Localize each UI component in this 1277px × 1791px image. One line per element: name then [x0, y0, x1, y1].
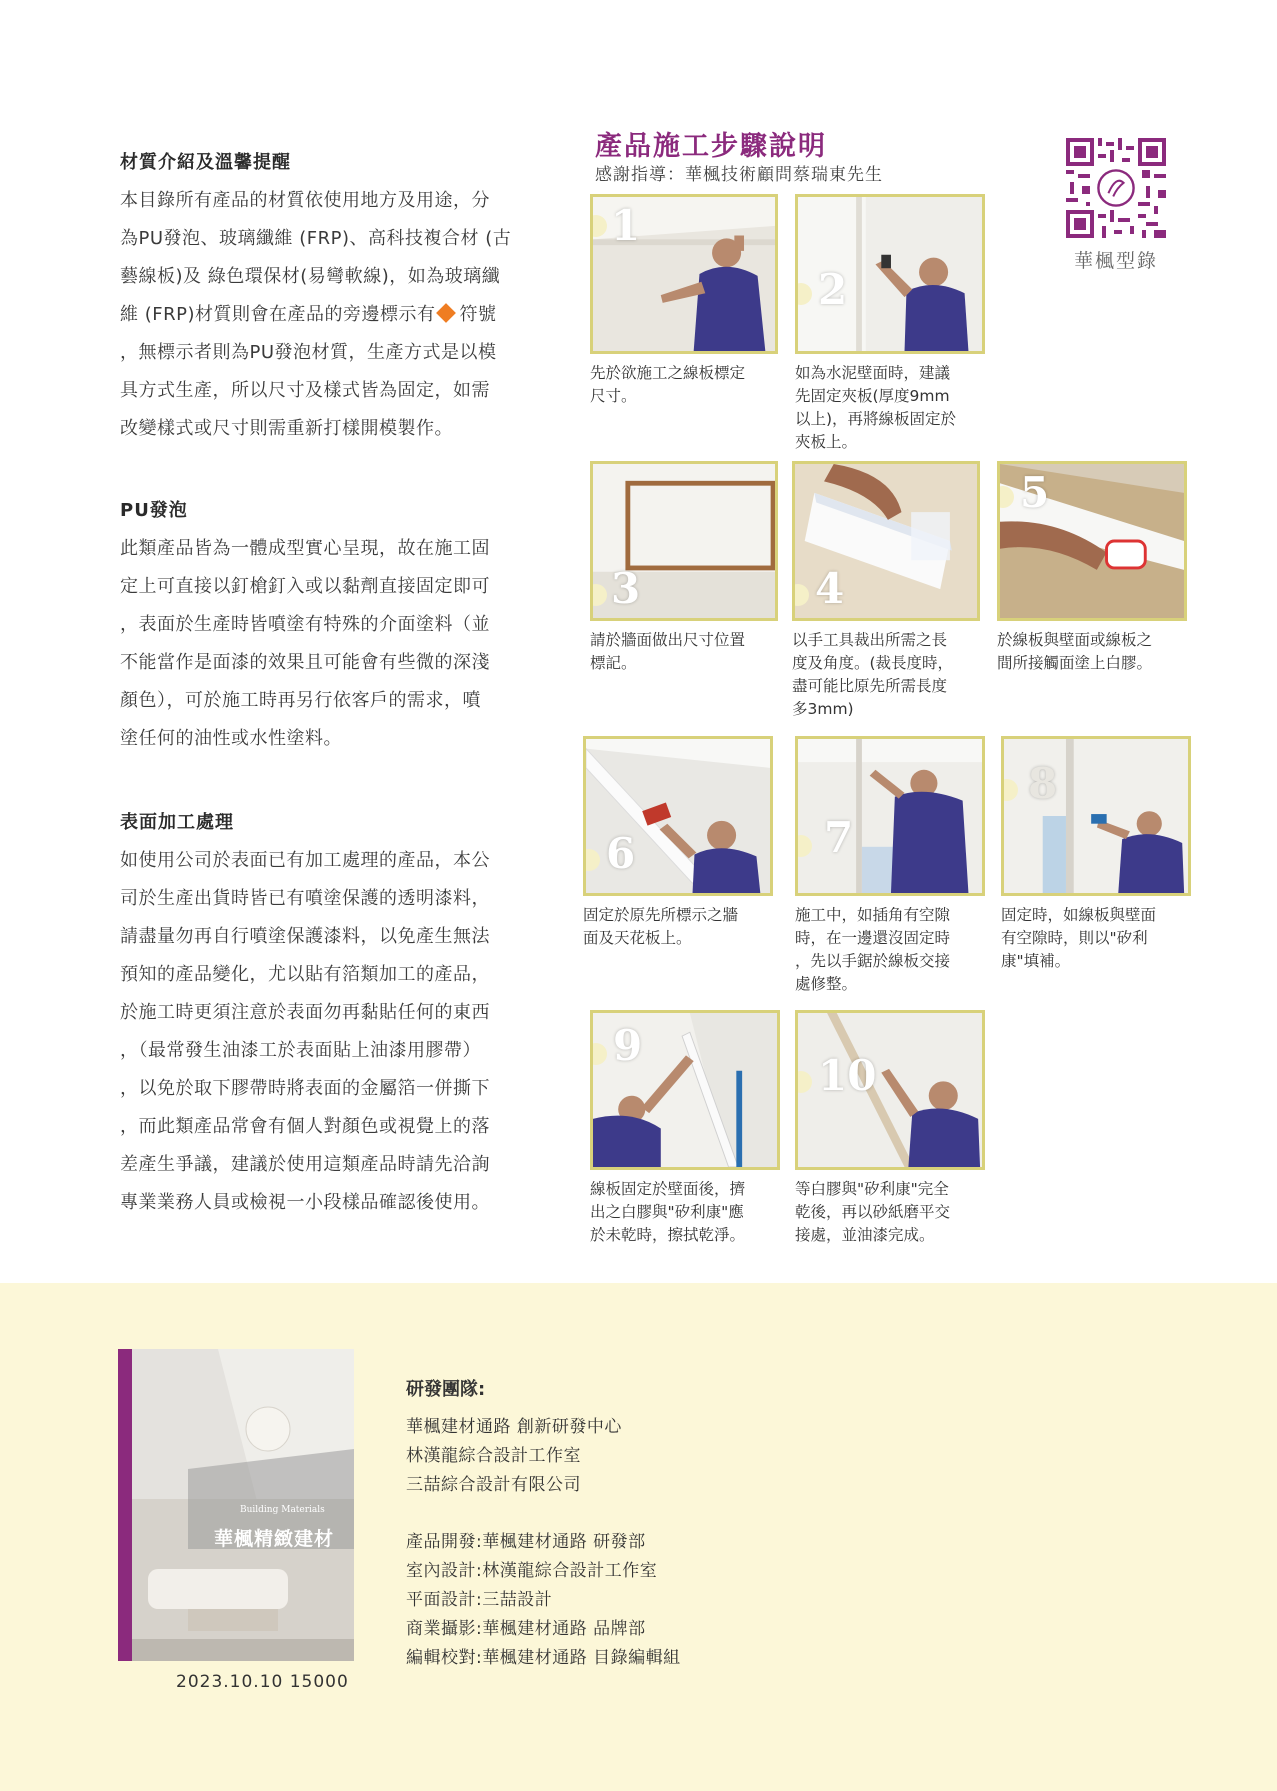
intro-heading: 材質介紹及溫馨提醒	[120, 152, 291, 173]
step-number: 7	[824, 813, 854, 862]
step-card-8	[1001, 736, 1191, 973]
step-card-9	[590, 1010, 780, 1247]
intro-line: ，無標示者則為PU發泡材質，生產方式是以模	[120, 342, 497, 363]
pu-line: ，表面於生產時皆噴塗有特殊的介面塗料（並	[120, 614, 490, 635]
step-number: 1	[611, 201, 641, 250]
steps-title: 產品施工步驟說明	[595, 131, 827, 162]
caption-line: 盡可能比原先所需長度	[792, 677, 948, 695]
surface-line: ，（最常發生油漆工於表面貼上油漆用膠帶）	[120, 1040, 481, 1061]
intro-body	[120, 182, 540, 448]
caption-line: 多3mm)	[792, 700, 854, 718]
intro-line: 為PU發泡、玻璃纖維 (FRP)、高科技複合材 (古	[120, 228, 512, 249]
catalog-date: 2023.10.10 15000	[176, 1672, 349, 1692]
step-photo	[795, 194, 985, 354]
surface-heading: 表面加工處理	[120, 812, 234, 833]
surface-line: 請盡量勿再自行噴塗保護漆料，以免產生無法	[120, 926, 490, 947]
step-caption	[590, 629, 778, 675]
caption-line: ，先以手鋸於線板交接	[795, 952, 951, 970]
team-line: 林漢龍綜合設計工作室	[406, 1446, 581, 1466]
pu-heading: PU發泡	[120, 500, 188, 521]
step-photo	[997, 461, 1187, 621]
caption-line: 度及角度。(裁長度時，	[792, 654, 954, 672]
intro-section	[120, 148, 540, 448]
caption-line: 先於欲施工之線板標定	[590, 364, 746, 382]
step-caption	[583, 904, 773, 950]
step-photo	[590, 1010, 780, 1170]
surface-line: ，而此類產品常會有個人對顏色或視覺上的落	[120, 1116, 490, 1137]
caption-line: 於未乾時，擦拭乾淨。	[590, 1226, 746, 1244]
credit-line: 商業攝影:華楓建材通路 品牌部	[406, 1619, 646, 1639]
step-number: 10	[818, 1051, 877, 1100]
spacer	[406, 1500, 681, 1528]
intro-line: 改變樣式或尺寸則需重新打樣開模製作。	[120, 418, 453, 439]
pu-line: 此類產品皆為一體成型實心呈現，故在施工固	[120, 538, 490, 559]
caption-line: 夾板上。	[795, 433, 858, 451]
step-caption	[795, 1178, 985, 1247]
surface-line: 預知的產品變化，尤以貼有箔類加工的產品，	[120, 964, 490, 985]
caption-line: 線板固定於壁面後，擠	[590, 1180, 746, 1198]
surface-line: 如使用公司於表面已有加工處理的產品，本公	[120, 850, 490, 871]
step-number: 3	[611, 564, 641, 613]
caption-line: 於線板與壁面或線板之	[997, 631, 1153, 649]
qr-label: 華楓型錄	[1073, 250, 1158, 272]
step-card-3	[590, 461, 778, 675]
intro-line: 本目錄所有產品的材質依使用地方及用途，分	[120, 190, 490, 211]
caption-line: 請於牆面做出尺寸位置	[590, 631, 746, 649]
caption-line: 以上)，再將線板固定於	[795, 410, 957, 428]
caption-line: 固定於原先所標示之牆	[583, 906, 739, 924]
step-number: 2	[818, 265, 848, 314]
caption-line: 先固定夾板(厚度9mm	[795, 387, 950, 405]
step-number: 6	[606, 829, 636, 878]
intro-line-text: 維 (FRP)材質則會在產品的旁邊標示有	[120, 304, 436, 325]
team-heading: 研發團隊:	[406, 1379, 486, 1400]
surface-line: 專業業務人員或檢視一小段樣品確認後使用。	[120, 1192, 490, 1213]
surface-line: 司於生產出貨時皆已有噴塗保護的透明漆料，	[120, 888, 490, 909]
step-photo	[795, 1010, 985, 1170]
pu-body	[120, 530, 540, 758]
pu-section	[120, 496, 540, 758]
step-photo	[795, 736, 985, 896]
step-photo	[583, 736, 773, 896]
step-number: 8	[1028, 759, 1058, 808]
caption-line: 如為水泥壁面時，建議	[795, 364, 951, 382]
step-caption	[997, 629, 1187, 675]
surface-line: ，以免於取下膠帶時將表面的金屬箔一併撕下	[120, 1078, 490, 1099]
caption-line: 間所接觸面塗上白膠。	[997, 654, 1153, 672]
symbol-suffix: 符號	[459, 304, 497, 325]
qr-code-icon[interactable]	[1066, 138, 1166, 238]
caption-line: 標記。	[590, 654, 637, 672]
cover-spine-strip	[118, 1349, 132, 1661]
caption-line: 固定時，如線板與壁面	[1001, 906, 1157, 924]
step-caption	[590, 1178, 780, 1247]
cover-subtitle: Building Materials	[240, 1505, 325, 1515]
caption-line: 乾後，再以砂紙磨平交	[795, 1203, 951, 1221]
surface-line: 差產生爭議，建議於使用這類產品時請先洽詢	[120, 1154, 490, 1175]
step-caption	[590, 362, 778, 408]
caption-line: 接處，並油漆完成。	[795, 1226, 935, 1244]
steps-subtitle: 感謝指導：華楓技術顧問蔡瑞東先生	[595, 165, 883, 185]
step-card-7	[795, 736, 985, 996]
credit-line: 編輯校對:華楓建材通路 目錄編輯組	[406, 1648, 681, 1668]
credit-line: 室內設計:林漢龍綜合設計工作室	[406, 1561, 658, 1581]
step-card-2	[795, 194, 985, 454]
step-photo	[792, 461, 980, 621]
step-caption	[795, 362, 985, 454]
step-photo	[590, 194, 778, 354]
step-caption	[795, 904, 985, 996]
surface-line: 於施工時更須注意於表面勿再黏貼任何的東西	[120, 1002, 490, 1023]
intro-line: 藝線板)及 綠色環保材(易彎軟線)，如為玻璃纖	[120, 266, 501, 287]
surface-section	[120, 808, 540, 1222]
step-number: 5	[1020, 468, 1050, 517]
step-card-6	[583, 736, 773, 950]
credit-line: 平面設計:三喆設計	[406, 1590, 553, 1610]
step-number: 4	[815, 564, 845, 613]
caption-line: 以手工具裁出所需之長	[792, 631, 948, 649]
team-line: 華楓建材通路 創新研發中心	[406, 1417, 622, 1437]
frp-diamond-icon	[437, 303, 457, 323]
caption-line: 尺寸。	[590, 387, 637, 405]
pu-line: 顏色），可於施工時再另行依客戶的需求，噴	[120, 690, 481, 711]
step-card-10	[795, 1010, 985, 1247]
step-caption	[1001, 904, 1191, 973]
caption-line: 施工中，如插角有空隙	[795, 906, 951, 924]
step-card-1	[590, 194, 778, 408]
caption-line: 康"填補。	[1001, 952, 1071, 970]
caption-line: 時，在一邊還沒固定時	[795, 929, 951, 947]
pu-line: 不能當作是面漆的效果且可能會有些微的深淺	[120, 652, 490, 673]
team-credits	[406, 1375, 681, 1673]
step-card-5	[997, 461, 1187, 675]
caption-line: 出之白膠與"矽利康"應	[590, 1203, 744, 1221]
pu-line: 塗任何的油性或水性塗料。	[120, 728, 342, 749]
caption-line: 等白膠與"矽利康"完全	[795, 1180, 949, 1198]
credit-line: 產品開發:華楓建材通路 研發部	[406, 1532, 646, 1552]
caption-line: 面及天花板上。	[583, 929, 692, 947]
step-card-4	[792, 461, 980, 721]
step-photo	[1001, 736, 1191, 896]
pu-line: 定上可直接以釘槍釘入或以黏劑直接固定即可	[120, 576, 490, 597]
intro-line	[120, 296, 540, 334]
catalog-cover	[118, 1349, 354, 1661]
caption-line: 處修整。	[795, 975, 858, 993]
surface-body	[120, 842, 540, 1222]
intro-line: 具方式生產，所以尺寸及樣式皆為固定，如需	[120, 380, 490, 401]
caption-line: 有空隙時，則以"矽利	[1001, 929, 1148, 947]
step-caption	[792, 629, 980, 721]
step-photo	[590, 461, 778, 621]
cover-title: 華楓精緻建材	[214, 1528, 335, 1550]
step-number: 9	[613, 1021, 643, 1070]
team-line: 三喆綜合設計有限公司	[406, 1475, 581, 1495]
